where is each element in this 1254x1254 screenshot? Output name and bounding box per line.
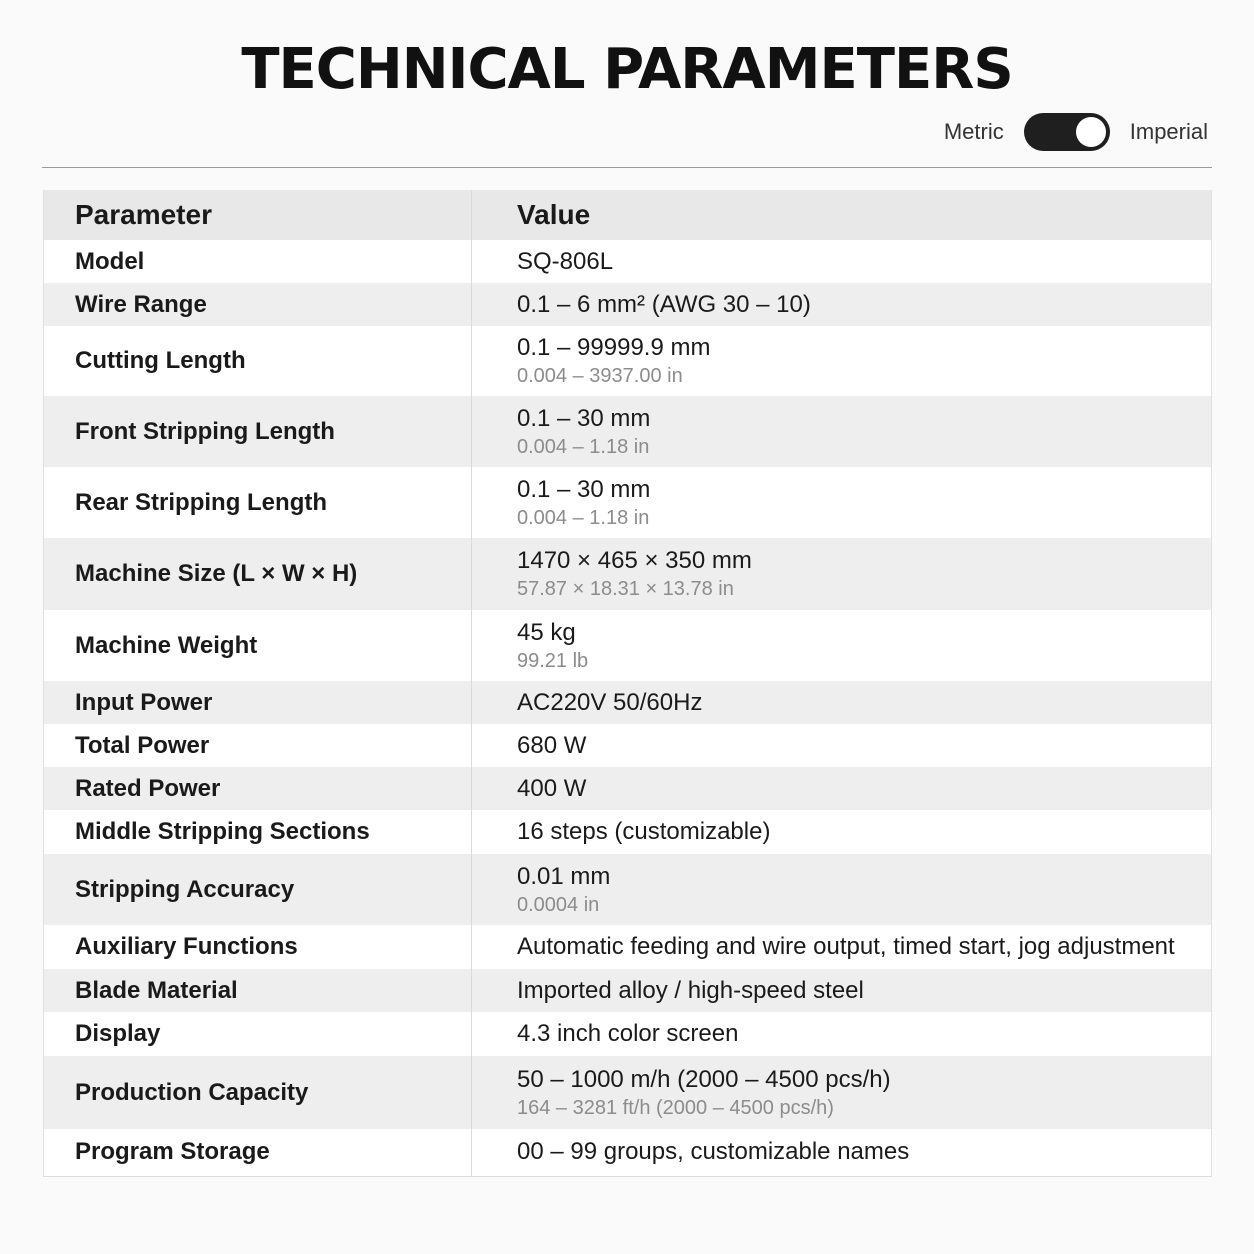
table-row: [44, 467, 1212, 538]
value-primary: 680 W: [517, 731, 587, 759]
value-cell: [472, 810, 1212, 854]
value-cell: [472, 925, 1212, 969]
table-row: [44, 283, 1212, 326]
table-row: [44, 681, 1212, 724]
value-primary: Automatic feeding and wire output, timed start, jog adjustment: [517, 933, 1175, 960]
parameter-cell: Cutting Length: [44, 326, 472, 396]
value-primary: 45 kg: [517, 618, 576, 646]
parameter-cell: Display: [44, 1012, 472, 1056]
table-row: [44, 810, 1212, 854]
value-cell: [472, 1056, 1212, 1129]
value-primary: 50 – 1000 m/h (2000 – 4500 pcs/h): [517, 1065, 891, 1093]
value-cell: [472, 283, 1212, 326]
parameter-cell: Auxiliary Functions: [44, 925, 472, 969]
table-header-row: [44, 190, 1212, 240]
table-row: [44, 1129, 1212, 1176]
table-row: [44, 1056, 1212, 1129]
value-imperial: 0.004 – 3937.00 in: [517, 365, 683, 387]
table-row: [44, 538, 1212, 610]
parameter-cell: Rear Stripping Length: [44, 467, 472, 538]
title-divider: [42, 167, 1212, 168]
parameter-cell: Production Capacity: [44, 1056, 472, 1129]
value-primary: 0.01 mm: [517, 862, 611, 890]
value-primary: Imported alloy / high-speed steel: [517, 976, 864, 1004]
parameter-cell: Input Power: [44, 681, 472, 724]
value-imperial: 0.004 – 1.18 in: [517, 435, 650, 458]
parameter-cell: Middle Stripping Sections: [44, 810, 472, 854]
parameters-table: [43, 190, 1212, 1177]
value-cell: [472, 538, 1212, 610]
value-primary: 400 W: [517, 774, 587, 802]
value-cell: [472, 467, 1212, 538]
value-imperial: 164 – 3281 ft/h (2000 – 4500 pcs/h): [517, 1096, 834, 1119]
value-primary: 0.1 – 6 mm² (AWG 30 – 10): [517, 290, 811, 318]
imperial-label[interactable]: Imperial: [1129, 119, 1208, 144]
parameter-cell: Front Stripping Length: [44, 396, 472, 467]
value-imperial: 0.004 – 1.18 in: [517, 506, 650, 529]
parameter-cell: Blade Material: [44, 969, 472, 1012]
value-cell: [472, 610, 1212, 681]
value-cell: [472, 767, 1212, 810]
parameter-cell: Program Storage: [44, 1129, 472, 1176]
table-row: [44, 326, 1212, 396]
value-primary: 0.1 – 30 mm: [517, 475, 651, 503]
value-cell: [472, 1129, 1212, 1176]
page-title: TECHNICAL PARAMETERS: [241, 37, 1013, 102]
parameter-cell: Machine Weight: [44, 610, 472, 681]
value-primary: 4.3 inch color screen: [517, 1020, 739, 1047]
table-row: [44, 610, 1212, 681]
metric-label[interactable]: Metric: [943, 119, 1004, 144]
parameter-cell: Stripping Accuracy: [44, 854, 472, 925]
table-row: [44, 925, 1212, 969]
value-imperial: 0.0004 in: [517, 893, 600, 916]
table-row: [44, 240, 1212, 283]
parameter-cell: Machine Size (L × W × H): [44, 538, 472, 610]
value-cell: [472, 724, 1212, 767]
value-primary: 0.1 – 99999.9 mm: [517, 334, 711, 361]
value-cell: [472, 396, 1212, 467]
value-primary: 16 steps (customizable): [517, 818, 771, 845]
parameter-cell: Wire Range: [44, 283, 472, 326]
table-row: [44, 854, 1212, 925]
parameter-cell: Model: [44, 240, 472, 283]
value-primary: 0.1 – 30 mm: [517, 404, 651, 432]
table-row: [44, 396, 1212, 467]
value-imperial: 57.87 × 18.31 × 13.78 in: [517, 578, 734, 600]
value-primary: SQ-806L: [517, 247, 614, 275]
unit-toggle-switch[interactable]: [1024, 113, 1110, 151]
value-primary: AC220V 50/60Hz: [517, 688, 703, 716]
value-imperial: 99.21 lb: [517, 649, 589, 672]
header-parameter: Parameter: [44, 190, 472, 240]
header-value: Value: [472, 190, 1212, 240]
table-row: [44, 724, 1212, 767]
value-cell: [472, 1012, 1212, 1056]
table-row: [44, 1012, 1212, 1056]
value-primary: 1470 × 465 × 350 mm: [517, 547, 752, 574]
unit-toggle: [944, 112, 1208, 152]
value-primary: 00 – 99 groups, customizable names: [517, 1138, 910, 1166]
value-cell: [472, 969, 1212, 1012]
value-cell: [472, 326, 1212, 396]
table-body: [44, 240, 1212, 1176]
parameter-cell: Rated Power: [44, 767, 472, 810]
parameter-cell: Total Power: [44, 724, 472, 767]
table-row: [44, 767, 1212, 810]
table-row: [44, 969, 1212, 1012]
toggle-knob: [1076, 117, 1106, 147]
value-cell: [472, 681, 1212, 724]
value-cell: [472, 854, 1212, 925]
value-cell: [472, 240, 1212, 283]
